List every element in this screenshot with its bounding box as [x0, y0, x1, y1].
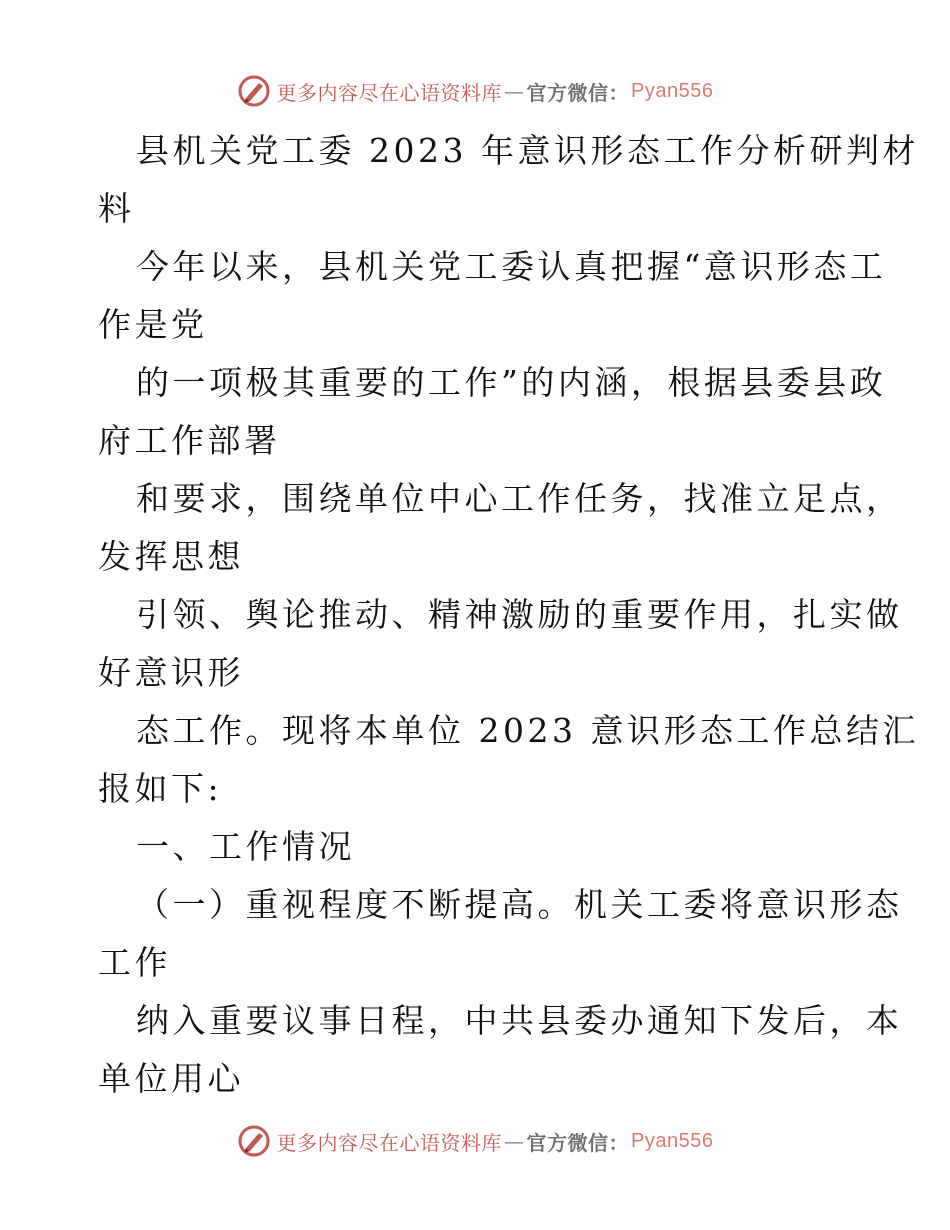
text-line: （一）重视程度不断提高。机关工委将意识形态 — [136, 885, 903, 924]
text-line: 单位用心 — [98, 1059, 244, 1098]
header-watermark — [0, 74, 950, 108]
document-body — [98, 122, 919, 1108]
text-line: 作是党 — [98, 305, 208, 344]
text-line: 和要求，围绕单位中心工作任务，找准立足点， — [136, 479, 903, 518]
text-line: 今年以来，县机关党工委认真把握“意识形态工 — [136, 247, 887, 286]
text-line: 发挥思想 — [98, 537, 244, 576]
text-line: 引领、舆论推动、精神激励的重要作用，扎实做 — [136, 595, 903, 634]
pen-logo-icon — [237, 74, 271, 108]
footer-watermark — [0, 1124, 950, 1158]
text-line: 工作 — [98, 943, 171, 982]
text-line: 料 — [98, 189, 135, 228]
watermark-wechat-id: Pyan556 — [631, 1129, 714, 1152]
text-line: 府工作部署 — [98, 421, 281, 460]
watermark-separator: — — [504, 1129, 525, 1153]
watermark-site-text: 更多内容尽在心语资料库 — [276, 80, 503, 105]
pen-logo-icon — [237, 1124, 271, 1158]
watermark-wechat-id: Pyan556 — [631, 79, 714, 102]
watermark-separator: — — [504, 79, 525, 103]
text-line: 的一项极其重要的工作”的内涵，根据县委县政 — [136, 363, 887, 402]
text-line: 态工作。现将本单位 2023 意识形态工作总结汇 — [136, 711, 919, 750]
watermark-official-label: 官方微信： — [526, 1130, 630, 1155]
text-line: 好意识形 — [98, 653, 244, 692]
text-line: 一、工作情况 — [136, 827, 355, 866]
text-line: 报如下: — [98, 769, 223, 808]
watermark-official-label: 官方微信： — [526, 80, 630, 105]
watermark-site-text: 更多内容尽在心语资料库 — [276, 1130, 503, 1155]
text-line: 纳入重要议事日程，中共县委办通知下发后，本 — [136, 1001, 903, 1040]
text-line: 县机关党工委 2023 年意识形态工作分析研判材 — [136, 131, 919, 170]
